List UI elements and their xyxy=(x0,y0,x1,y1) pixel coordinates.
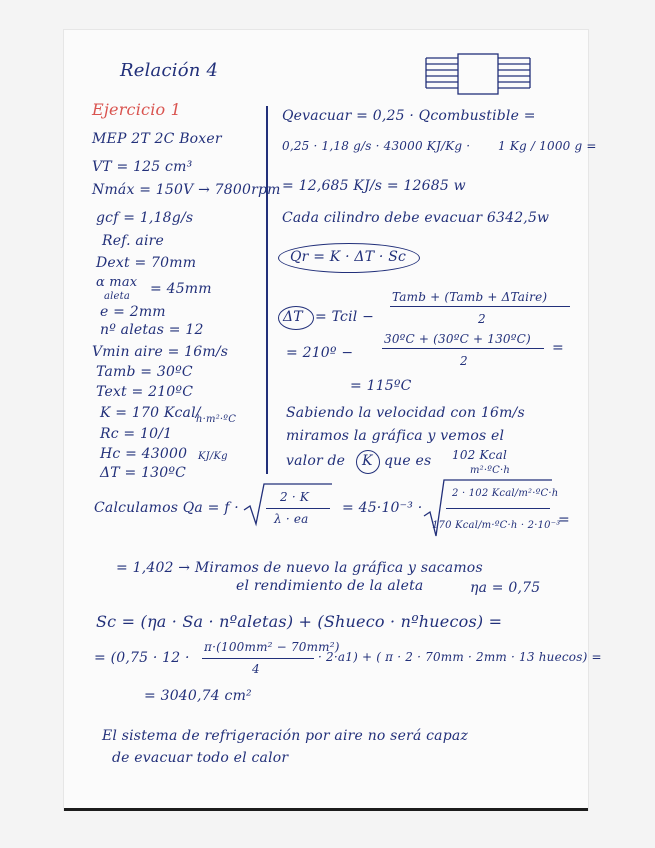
conclusion-line-1: El sistema de refrigeración por aire no será capaz xyxy=(102,728,469,744)
sc-area-denominator: 4 xyxy=(252,662,260,676)
sc-substitution: = (0,75 · 12 · xyxy=(94,650,190,666)
result-line-2: el rendimiento de la aleta xyxy=(236,578,424,594)
sqrt1-fraction-bar xyxy=(266,508,330,509)
calc-intro: Calculamos Qa = f · xyxy=(94,500,239,516)
page-title: Relación 4 xyxy=(120,60,219,81)
delta-t-eq: = Tcil − xyxy=(315,309,375,325)
delta-t-fraction-bar xyxy=(390,306,570,307)
delta-t-denominator: 2 xyxy=(478,312,486,326)
delta-t-label: ΔT xyxy=(283,309,303,325)
qr-formula: Qr = K · ΔT · Sc xyxy=(290,249,407,265)
heating-value: Hc = 43000 xyxy=(100,446,188,462)
delta-t-sub: = 210º − xyxy=(286,345,354,361)
sqrt1-numerator: 2 · K xyxy=(280,490,310,504)
page-bottom-edge xyxy=(64,808,588,811)
q-evacuate: Qevacuar = 0,25 · Qcombustible = xyxy=(282,108,536,124)
compression-ratio: Rc = 10/1 xyxy=(100,426,173,442)
fin-thickness: e = 2mm xyxy=(100,304,166,320)
sc-substitution-rest: · 2·a1) + ( π · 2 · 70mm · 2mm · 13 huecos) = xyxy=(318,650,602,664)
sc-result: = 3040,74 cm² xyxy=(144,688,252,704)
sqrt2-fraction-bar xyxy=(446,508,550,509)
q-result: = 12,685 KJ/s = 12685 w xyxy=(282,178,466,194)
sc-area-fraction-bar xyxy=(202,658,314,659)
hc-unit: KJ/Kg xyxy=(198,451,228,462)
total-volume: VT = 125 cm³ xyxy=(92,159,193,175)
calc-step: = 45·10⁻³ · xyxy=(342,500,423,516)
fin-count: nº aletas = 12 xyxy=(100,322,204,338)
column-divider xyxy=(266,106,268,474)
q-calc: 0,25 · 1,18 g/s · 43000 KJ/Kg · xyxy=(282,139,471,153)
k-symbol: K xyxy=(362,453,373,469)
result-line-1: = 1,402 → Miramos de nuevo la gráfica y sacamos xyxy=(116,560,483,576)
fin-efficiency: ηa = 0,75 xyxy=(470,580,541,596)
cooling-type: Ref. aire xyxy=(102,233,165,249)
sc-area-numerator: π·(100mm² − 70mm²) xyxy=(204,640,340,654)
delta-t-sub-denominator: 2 xyxy=(460,354,468,368)
delta-t-sub-numerator: 30ºC + (30ºC + 130ºC) xyxy=(384,332,531,346)
delta-t-sub-equals: = xyxy=(552,340,564,356)
external-temp: Text = 210ºC xyxy=(96,384,194,400)
note-line-1: Sabiendo la velocidad con 16m/s xyxy=(286,405,525,421)
note-line-3a: valor de xyxy=(286,453,346,469)
sc-formula: Sc = (ηa · Sa · nºaletas) + (Shueco · nºhuecos) = xyxy=(96,612,503,631)
sqrt2-denominator: 170 Kcal/m·ºC·h · 2·10⁻³ xyxy=(432,520,561,531)
note-line-2: miramos la gráfica y vemos el xyxy=(286,428,505,444)
delta-t-numerator: Tamb + (Tamb + ΔTaire) xyxy=(392,290,548,304)
k-value-unit: m²·ºC·h xyxy=(470,465,511,476)
max-power: Nmáx = 150V → 7800rpm xyxy=(92,182,281,198)
sqrt1-denominator: λ · ea xyxy=(274,512,309,526)
k-unit: h·m²·ºC xyxy=(196,414,237,425)
finned-cylinder-sketch xyxy=(420,52,570,98)
min-air-speed: Vmin aire = 16m/s xyxy=(92,344,229,360)
k-value: K = 170 Kcal/ xyxy=(100,405,201,421)
calc-equals: = xyxy=(558,512,570,528)
engine-type: MEP 2T 2C Boxer xyxy=(92,131,222,147)
k-value-result: 102 Kcal xyxy=(452,448,507,462)
alpha-label: α max xyxy=(96,275,138,290)
note-line-3b: que es xyxy=(384,453,432,469)
per-cylinder: Cada cilindro debe evacuar 6342,5w xyxy=(282,210,550,226)
exercise-heading: Ejercicio 1 xyxy=(92,100,182,119)
fuel-consumption: gcf = 1,18g/s xyxy=(96,210,194,226)
delta-t-result: = 115ºC xyxy=(350,378,412,394)
fin-length: = 45mm xyxy=(150,281,212,297)
unit-conversion: 1 Kg / 1000 g = xyxy=(498,139,597,153)
delta-t-sub-fraction-bar xyxy=(382,348,544,349)
external-diameter: Dext = 70mm xyxy=(96,255,197,271)
conclusion-line-2: de evacuar todo el calor xyxy=(112,750,289,766)
ambient-temp: Tamb = 30ºC xyxy=(96,364,193,380)
alpha-subscript: aleta xyxy=(104,291,131,302)
delta-t-air: ΔT = 130ºC xyxy=(100,465,187,481)
sqrt2-numerator: 2 · 102 Kcal/m²·ºC·h xyxy=(452,488,559,499)
